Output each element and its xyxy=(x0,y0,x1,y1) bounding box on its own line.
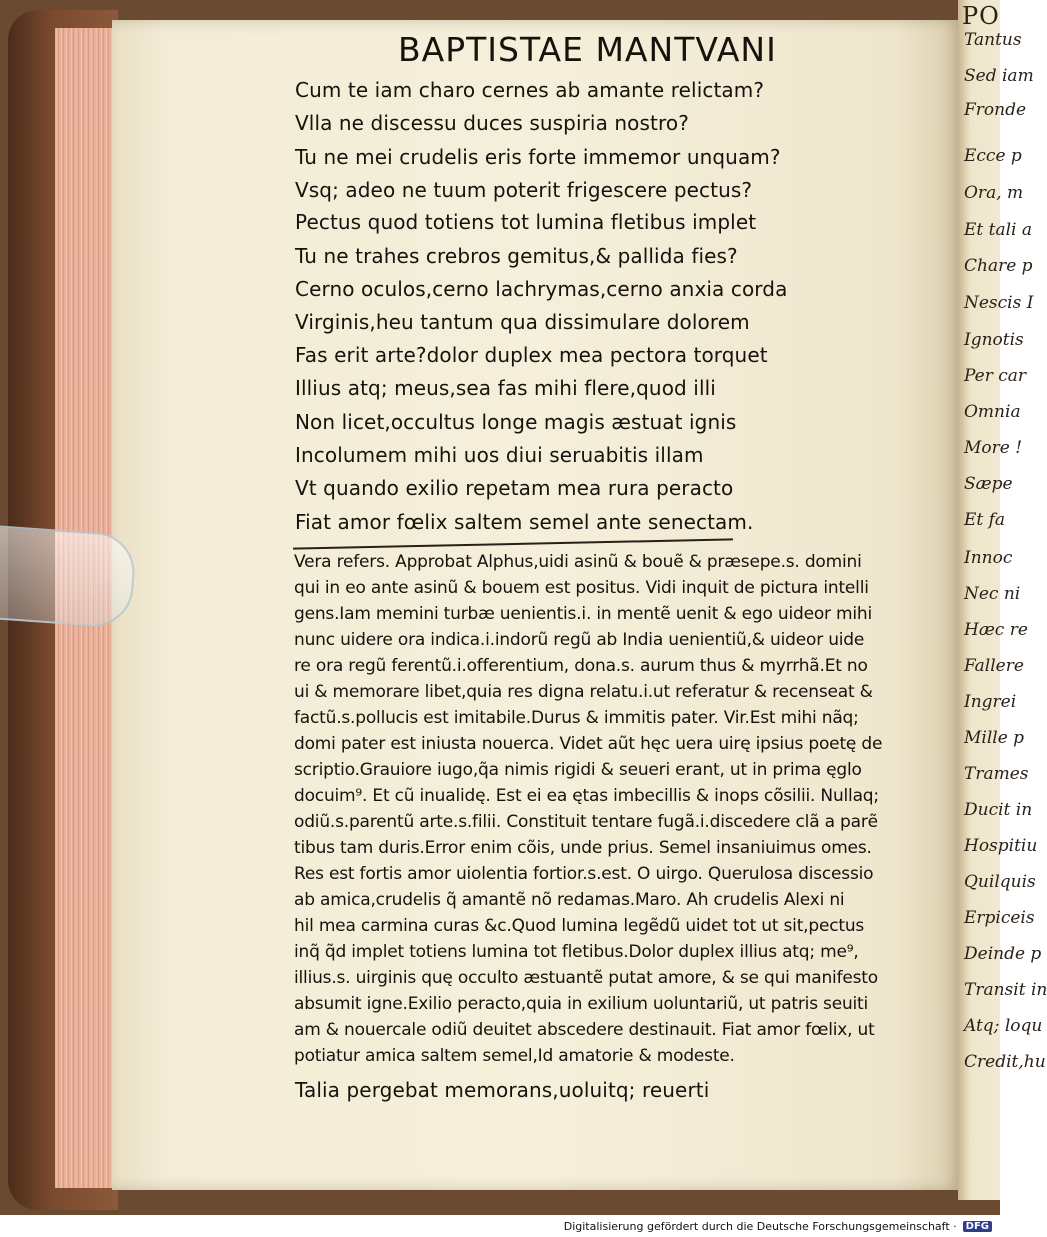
facing-page-line: Nescis I xyxy=(964,293,1034,313)
facing-page-line: Erpiceis xyxy=(964,908,1035,928)
commentary-line: odiũ.s.parentũ arte.s.filii. Constituit tentare fugã.i.discedere clã a parẽ xyxy=(294,812,878,832)
facing-page-line: Nec ni xyxy=(964,584,1021,604)
commentary-line: illius.s. uirginis quę occulto æstuantẽ putat amore, & se qui manifesto xyxy=(294,968,878,988)
facing-page-line: Atq; loqu xyxy=(964,1016,1043,1036)
commentary-line: tibus tam duris.Error enim cõis, unde prius. Semel insaniuimus omes. xyxy=(294,838,872,858)
facing-page-line: Chare p xyxy=(964,256,1033,276)
facing-page-line: Ducit in xyxy=(964,800,1033,820)
facing-page-line: Credit,hu xyxy=(964,1052,1046,1072)
verse-line: Pectus quod totiens tot lumina fletibus implet xyxy=(295,210,757,234)
facing-page-head: PO xyxy=(962,2,1000,30)
commentary-line: ui & memorare libet,quia res digna relatu.i.ut referatur & recenseat & xyxy=(294,682,873,702)
closing-verse-line: Talia pergebat memorans,uoluitq; reuerti xyxy=(295,1078,710,1102)
verse-line: Tu ne trahes crebros gemitus,& pallida fies? xyxy=(295,244,738,268)
commentary-line: absumit igne.Exilio peracto,quia in exilium uoluntariũ, ut patris seuiti xyxy=(294,994,869,1014)
commentary-line: nunc uidere ora indica.i.indorũ regũ ab India uenientiũ,& uideor uide xyxy=(294,630,865,650)
verse-line: Vsq; adeo ne tuum poterit frigescere pectus? xyxy=(295,178,753,202)
facing-page-line: Et tali a xyxy=(964,220,1033,240)
commentary-line: inq̃ q̃d implet totiens lumina tot fletibus.Dolor duplex illius atq; me⁹, xyxy=(294,942,859,962)
facing-page-line: More ! xyxy=(964,438,1023,458)
verse-line: Incolumem mihi uos diui seruabitis illam xyxy=(295,443,704,467)
commentary-line: potiatur amica saltem semel,Id amatorie & modeste. xyxy=(294,1046,735,1066)
verse-line: Non licet,occultus longe magis æstuat ignis xyxy=(295,410,737,434)
facing-page-line: Hæc re xyxy=(964,620,1028,640)
facing-page-line: Hospitiu xyxy=(964,836,1038,856)
facing-page-line: Trames xyxy=(964,764,1029,784)
verse-line: Vlla ne discessu duces suspiria nostro? xyxy=(295,111,689,135)
commentary-line: gens.Iam memini turbæ uenientis.i. in mentẽ uenit & ego uideor mihi xyxy=(294,604,873,624)
commentary-line: hil mea carmina curas &c.Quod lumina legẽdũ uidet tot ut sit,pectus xyxy=(294,916,865,936)
facing-page-line: Transit in xyxy=(964,980,1047,1000)
facing-page-line: Ora, m xyxy=(964,183,1024,203)
verse-line: Vt quando exilio repetam mea rura peracto xyxy=(295,476,734,500)
facing-page-line: Fallere xyxy=(964,656,1024,676)
facing-page-line: Deinde p xyxy=(964,944,1042,964)
facing-page-line: Per car xyxy=(964,366,1027,386)
commentary-line: Vera refers. Approbat Alphus,uidi asinũ & bouẽ & præsepe.s. domini xyxy=(294,552,862,572)
verse-line: Illius atq; meus,sea fas mihi flere,quod illi xyxy=(295,376,716,400)
verse-line: Tu ne mei crudelis eris forte immemor unquam? xyxy=(295,145,781,169)
facing-page-line: Mille p xyxy=(964,728,1025,748)
facing-page-line: Fronde xyxy=(964,100,1027,120)
commentary-line: domi pater est iniusta nouerca. Videt aũt hęc uera uirę ipsius poetę de xyxy=(294,734,883,754)
commentary-line: qui in eo ante asinũ & bouem est positus. Vidi inquit de pictura intelli xyxy=(294,578,869,598)
facing-page-line: Ignotis xyxy=(964,330,1024,350)
running-head: BAPTISTAE MANTVANI xyxy=(398,30,777,69)
verse-line: Virginis,heu tantum qua dissimulare dolorem xyxy=(295,310,750,334)
commentary-line: ab amica,crudelis q̃ amantẽ nõ redamas.Maro. Ah crudelis Alexi ni xyxy=(294,890,845,910)
verse-line: Fas erit arte?dolor duplex mea pectora torquet xyxy=(295,343,768,367)
credit-text: Digitalisierung gefördert durch die Deutsche Forschungsgemeinschaft · xyxy=(563,1219,957,1233)
facing-page-line: Tantus xyxy=(964,30,1022,50)
facing-page-line: Quilquis xyxy=(964,872,1036,892)
facing-page xyxy=(958,0,1047,1200)
facing-page-line: Sed iam xyxy=(964,66,1034,86)
facing-page-line: Innoc xyxy=(964,548,1013,568)
commentary-line: am & nouercale odiũ deuitet abscedere destinauit. Fiat amor fœlix, ut xyxy=(294,1020,875,1040)
facing-page-line: Omnia xyxy=(964,402,1021,422)
commentary-line: factũ.s.pollucis est imitabile.Durus & immitis pater. Vir.Est mihi nãq; xyxy=(294,708,859,728)
dfg-logo: DFG xyxy=(963,1221,992,1232)
facing-page-line: Et fa xyxy=(964,510,1006,530)
commentary-line: scriptio.Grauiore iugo,q̃a nimis rigidi & seueri erant, ut in prima ęglo xyxy=(294,760,862,780)
commentary-line: Res est fortis amor uiolentia fortior.s.est. O uirgo. Querulosa discessio xyxy=(294,864,874,884)
digitization-credit xyxy=(564,1217,992,1235)
verse-line: Cum te iam charo cernes ab amante relictam? xyxy=(295,78,765,102)
verse-line: Cerno oculos,cerno lachrymas,cerno anxia corda xyxy=(295,277,788,301)
commentary-line: re ora regũ ferentũ.i.offerentium, dona.s. aurum thus & myrrhã.Et no xyxy=(294,656,868,676)
facing-page-line: Ingrei xyxy=(964,692,1017,712)
commentary-line: docuim⁹. Et cũ inualidę. Est ei ea ętas imbecillis & inops cõsilii. Nullaq; xyxy=(294,786,879,806)
plastic-page-clip xyxy=(0,525,137,629)
facing-page-line: Ecce p xyxy=(964,146,1022,166)
facing-page-line: Sæpe xyxy=(964,474,1013,494)
verse-line: Fiat amor fœlix saltem semel ante senectam. xyxy=(295,510,754,534)
